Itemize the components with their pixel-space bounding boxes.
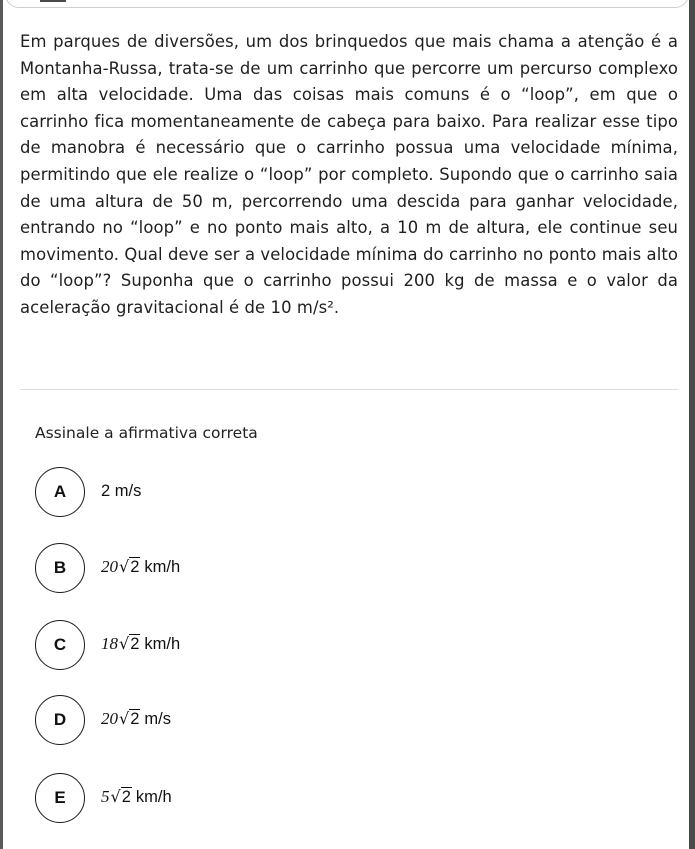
option-d[interactable] bbox=[35, 695, 435, 747]
question-text: Em parques de diversões, um dos brinquedos que mais chama a atenção é a Montanha-Russa, trata-se de um carrinho que percorre um percurso complexo em alta velocidade. Uma das coisas mais comuns é o “loop”, em que o carrinho fica momentaneamente de cabeça para baixo. Para realizar esse tipo de manobra é necessário que o carrinho possua uma velocidade mínima, permitindo que ele realize o “loop” por completo. Supondo que o carrinho saia de uma altura de 50 m, percorrendo uma descida para ganhar velocidade, entrando no “loop” e no ponto mais alto, a 10 m de altura, ele continue seu movimento. Qual deve ser a velocidade mínima do carrinho no ponto mais alto do “loop”? Suponha que o carrinho possui 200 kg de massa e o valor da aceleração gravitacional é de 10 m/s². bbox=[20, 32, 678, 317]
option-c-unit: km/h bbox=[144, 635, 181, 653]
left-frame-border bbox=[0, 0, 3, 849]
option-c-coefficient: 18 bbox=[101, 634, 118, 653]
sqrt-symbol bbox=[119, 556, 140, 578]
option-a-text: 2 m/s bbox=[101, 482, 142, 500]
option-e-letter-badge[interactable]: E bbox=[35, 773, 85, 823]
option-e-coefficient: 5 bbox=[101, 787, 110, 806]
option-c-radicand: 2 bbox=[130, 635, 140, 653]
option-b[interactable] bbox=[35, 543, 435, 595]
radical-sign: √ bbox=[119, 557, 130, 576]
option-d-coefficient: 20 bbox=[101, 709, 118, 728]
sqrt-symbol bbox=[111, 786, 132, 808]
top-card-edge bbox=[5, 0, 689, 8]
option-b-text bbox=[101, 556, 180, 578]
option-c[interactable] bbox=[35, 620, 435, 672]
option-a[interactable] bbox=[35, 467, 435, 519]
option-d-text bbox=[101, 708, 171, 730]
option-b-radicand: 2 bbox=[130, 558, 140, 576]
option-c-text bbox=[101, 633, 180, 655]
option-d-letter-badge[interactable]: D bbox=[35, 695, 85, 745]
option-c-letter-badge[interactable]: C bbox=[35, 620, 85, 670]
option-b-coefficient: 20 bbox=[101, 557, 118, 576]
option-a-letter-badge[interactable]: A bbox=[35, 467, 85, 517]
option-b-unit: km/h bbox=[144, 558, 181, 576]
sqrt-symbol bbox=[119, 633, 140, 655]
sqrt-symbol bbox=[119, 708, 140, 730]
option-b-letter-badge[interactable]: B bbox=[35, 543, 85, 593]
option-e[interactable] bbox=[35, 773, 435, 825]
radical-sign: √ bbox=[119, 709, 130, 728]
radical-sign: √ bbox=[119, 634, 130, 653]
top-drag-handle bbox=[40, 0, 66, 2]
option-e-radicand: 2 bbox=[121, 788, 131, 806]
option-e-text bbox=[101, 786, 172, 808]
radical-sign: √ bbox=[110, 787, 121, 806]
divider bbox=[20, 389, 678, 390]
option-d-unit: m/s bbox=[144, 710, 171, 728]
right-scrollbar-edge bbox=[689, 0, 695, 849]
option-d-radicand: 2 bbox=[130, 710, 140, 728]
option-e-unit: km/h bbox=[135, 788, 172, 806]
instruction-text: Assinale a afirmativa correta bbox=[35, 424, 258, 442]
